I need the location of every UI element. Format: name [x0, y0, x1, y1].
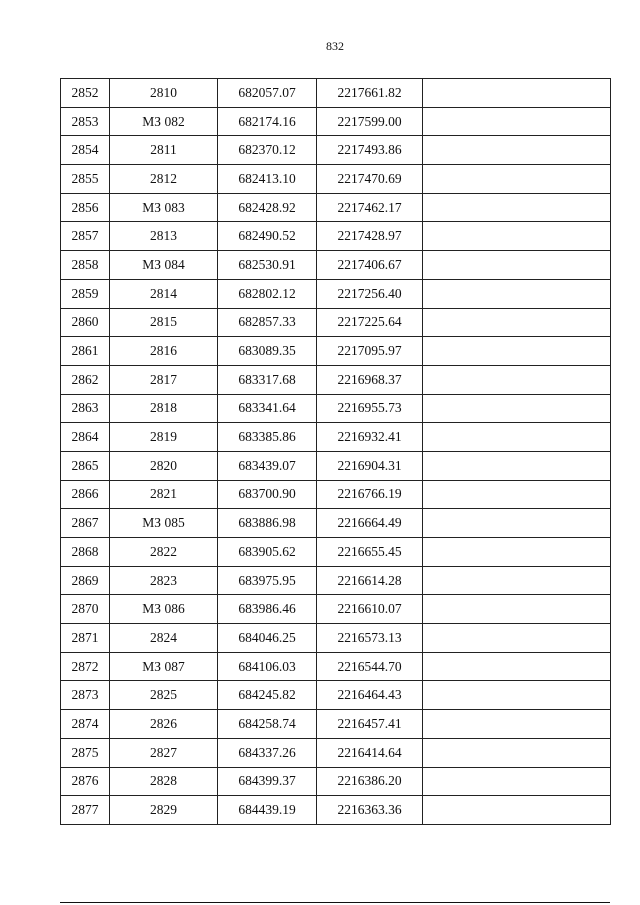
x-coordinate-cell: 682530.91 — [218, 251, 317, 280]
x-coordinate-cell: 682802.12 — [218, 279, 317, 308]
point-id-cell: МЗ 086 — [110, 595, 218, 624]
y-coordinate-cell: 2216655.45 — [317, 538, 423, 567]
notes-cell — [423, 767, 611, 796]
notes-cell — [423, 165, 611, 194]
row-number-cell: 2859 — [61, 279, 110, 308]
y-coordinate-cell: 2216457.41 — [317, 710, 423, 739]
point-id-cell: МЗ 082 — [110, 107, 218, 136]
y-coordinate-cell: 2217462.17 — [317, 193, 423, 222]
table-row — [61, 738, 611, 767]
y-coordinate-cell: 2216766.19 — [317, 480, 423, 509]
point-id-cell: 2828 — [110, 767, 218, 796]
page-number: 832 — [326, 39, 344, 53]
y-coordinate-cell: 2216955.73 — [317, 394, 423, 423]
table-row — [61, 107, 611, 136]
row-number-cell: 2853 — [61, 107, 110, 136]
point-id-cell: МЗ 083 — [110, 193, 218, 222]
x-coordinate-cell: 682428.92 — [218, 193, 317, 222]
row-number-cell: 2866 — [61, 480, 110, 509]
y-coordinate-cell: 2217256.40 — [317, 279, 423, 308]
point-id-cell: МЗ 087 — [110, 652, 218, 681]
table-row — [61, 365, 611, 394]
row-number-cell: 2872 — [61, 652, 110, 681]
table-row — [61, 136, 611, 165]
x-coordinate-cell: 683986.46 — [218, 595, 317, 624]
notes-cell — [423, 595, 611, 624]
y-coordinate-cell: 2216544.70 — [317, 652, 423, 681]
x-coordinate-cell: 683317.68 — [218, 365, 317, 394]
point-id-cell: 2825 — [110, 681, 218, 710]
x-coordinate-cell: 682490.52 — [218, 222, 317, 251]
row-number-cell: 2865 — [61, 451, 110, 480]
x-coordinate-cell: 684439.19 — [218, 796, 317, 825]
y-coordinate-cell: 2217225.64 — [317, 308, 423, 337]
x-coordinate-cell: 682857.33 — [218, 308, 317, 337]
point-id-cell: 2812 — [110, 165, 218, 194]
point-id-cell: 2822 — [110, 538, 218, 567]
row-number-cell: 2854 — [61, 136, 110, 165]
y-coordinate-cell: 2217095.97 — [317, 337, 423, 366]
y-coordinate-cell: 2217428.97 — [317, 222, 423, 251]
point-id-cell: 2815 — [110, 308, 218, 337]
y-coordinate-cell: 2217406.67 — [317, 251, 423, 280]
table-row — [61, 279, 611, 308]
point-id-cell: 2823 — [110, 566, 218, 595]
x-coordinate-cell: 684258.74 — [218, 710, 317, 739]
x-coordinate-cell: 684337.26 — [218, 738, 317, 767]
notes-cell — [423, 451, 611, 480]
notes-cell — [423, 337, 611, 366]
footer-rule — [60, 902, 610, 903]
point-id-cell: 2810 — [110, 79, 218, 108]
row-number-cell: 2875 — [61, 738, 110, 767]
notes-cell — [423, 509, 611, 538]
notes-cell — [423, 624, 611, 653]
y-coordinate-cell: 2216904.31 — [317, 451, 423, 480]
row-number-cell: 2863 — [61, 394, 110, 423]
notes-cell — [423, 796, 611, 825]
y-coordinate-cell: 2216968.37 — [317, 365, 423, 394]
x-coordinate-cell: 683975.95 — [218, 566, 317, 595]
x-coordinate-cell: 684046.25 — [218, 624, 317, 653]
point-id-cell: 2814 — [110, 279, 218, 308]
row-number-cell: 2861 — [61, 337, 110, 366]
table-row — [61, 624, 611, 653]
y-coordinate-cell: 2216363.36 — [317, 796, 423, 825]
x-coordinate-cell: 682057.07 — [218, 79, 317, 108]
x-coordinate-cell: 683385.86 — [218, 423, 317, 452]
row-number-cell: 2877 — [61, 796, 110, 825]
table-row — [61, 222, 611, 251]
coordinates-table-container — [60, 78, 610, 825]
x-coordinate-cell: 684399.37 — [218, 767, 317, 796]
x-coordinate-cell: 683905.62 — [218, 538, 317, 567]
table-row — [61, 337, 611, 366]
y-coordinate-cell: 2217661.82 — [317, 79, 423, 108]
y-coordinate-cell: 2216610.07 — [317, 595, 423, 624]
x-coordinate-cell: 683439.07 — [218, 451, 317, 480]
notes-cell — [423, 107, 611, 136]
notes-cell — [423, 423, 611, 452]
table-row — [61, 767, 611, 796]
table-row — [61, 308, 611, 337]
point-id-cell: 2817 — [110, 365, 218, 394]
table-row — [61, 480, 611, 509]
table-row — [61, 193, 611, 222]
notes-cell — [423, 681, 611, 710]
point-id-cell: 2816 — [110, 337, 218, 366]
point-id-cell: 2811 — [110, 136, 218, 165]
table-row — [61, 509, 611, 538]
row-number-cell: 2870 — [61, 595, 110, 624]
notes-cell — [423, 136, 611, 165]
point-id-cell: 2824 — [110, 624, 218, 653]
notes-cell — [423, 279, 611, 308]
row-number-cell: 2857 — [61, 222, 110, 251]
table-row — [61, 681, 611, 710]
x-coordinate-cell: 683089.35 — [218, 337, 317, 366]
table-row — [61, 423, 611, 452]
x-coordinate-cell: 683886.98 — [218, 509, 317, 538]
y-coordinate-cell: 2216932.41 — [317, 423, 423, 452]
x-coordinate-cell: 682174.16 — [218, 107, 317, 136]
x-coordinate-cell: 683341.64 — [218, 394, 317, 423]
x-coordinate-cell: 684106.03 — [218, 652, 317, 681]
row-number-cell: 2868 — [61, 538, 110, 567]
row-number-cell: 2852 — [61, 79, 110, 108]
x-coordinate-cell: 682370.12 — [218, 136, 317, 165]
row-number-cell: 2858 — [61, 251, 110, 280]
point-id-cell: 2813 — [110, 222, 218, 251]
notes-cell — [423, 193, 611, 222]
notes-cell — [423, 394, 611, 423]
table-row — [61, 796, 611, 825]
row-number-cell: 2869 — [61, 566, 110, 595]
table-row — [61, 451, 611, 480]
x-coordinate-cell: 683700.90 — [218, 480, 317, 509]
row-number-cell: 2860 — [61, 308, 110, 337]
y-coordinate-cell: 2216464.43 — [317, 681, 423, 710]
x-coordinate-cell: 682413.10 — [218, 165, 317, 194]
point-id-cell: 2826 — [110, 710, 218, 739]
notes-cell — [423, 251, 611, 280]
y-coordinate-cell: 2216573.13 — [317, 624, 423, 653]
y-coordinate-cell: 2217493.86 — [317, 136, 423, 165]
point-id-cell: 2819 — [110, 423, 218, 452]
row-number-cell: 2873 — [61, 681, 110, 710]
notes-cell — [423, 308, 611, 337]
point-id-cell: 2827 — [110, 738, 218, 767]
table-row — [61, 652, 611, 681]
y-coordinate-cell: 2217470.69 — [317, 165, 423, 194]
table-row — [61, 710, 611, 739]
table-row — [61, 79, 611, 108]
row-number-cell: 2876 — [61, 767, 110, 796]
table-row — [61, 165, 611, 194]
table-row — [61, 595, 611, 624]
row-number-cell: 2855 — [61, 165, 110, 194]
row-number-cell: 2864 — [61, 423, 110, 452]
y-coordinate-cell: 2216414.64 — [317, 738, 423, 767]
row-number-cell: 2867 — [61, 509, 110, 538]
point-id-cell: МЗ 085 — [110, 509, 218, 538]
y-coordinate-cell: 2216386.20 — [317, 767, 423, 796]
point-id-cell: 2829 — [110, 796, 218, 825]
notes-cell — [423, 710, 611, 739]
point-id-cell: 2820 — [110, 451, 218, 480]
table-row — [61, 538, 611, 567]
row-number-cell: 2874 — [61, 710, 110, 739]
coordinates-table — [60, 78, 611, 825]
notes-cell — [423, 738, 611, 767]
y-coordinate-cell: 2216614.28 — [317, 566, 423, 595]
table-body — [61, 79, 611, 825]
point-id-cell: МЗ 084 — [110, 251, 218, 280]
table-row — [61, 566, 611, 595]
notes-cell — [423, 222, 611, 251]
y-coordinate-cell: 2217599.00 — [317, 107, 423, 136]
y-coordinate-cell: 2216664.49 — [317, 509, 423, 538]
notes-cell — [423, 566, 611, 595]
point-id-cell: 2821 — [110, 480, 218, 509]
x-coordinate-cell: 684245.82 — [218, 681, 317, 710]
point-id-cell: 2818 — [110, 394, 218, 423]
notes-cell — [423, 79, 611, 108]
notes-cell — [423, 652, 611, 681]
row-number-cell: 2871 — [61, 624, 110, 653]
table-row — [61, 394, 611, 423]
row-number-cell: 2856 — [61, 193, 110, 222]
row-number-cell: 2862 — [61, 365, 110, 394]
table-row — [61, 251, 611, 280]
notes-cell — [423, 365, 611, 394]
notes-cell — [423, 538, 611, 567]
notes-cell — [423, 480, 611, 509]
